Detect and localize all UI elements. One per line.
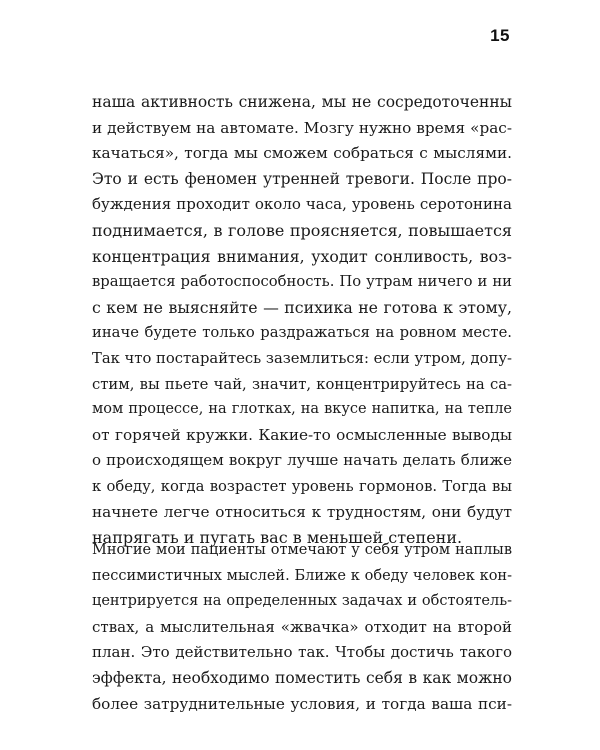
text-line: пессимистичных мыслей. Ближе к обеду человек кон- bbox=[92, 567, 512, 584]
text-line: напрягать и пугать вас в меньшей степени. bbox=[92, 528, 463, 548]
paragraph-1 bbox=[92, 90, 512, 551]
text-line: к обеду, когда возрастет уровень гормонов. Тогда вы bbox=[92, 477, 512, 495]
text-line: и действуем на автомате. Мозгу нужно время «рас- bbox=[92, 118, 512, 137]
text-line: концентрация внимания, уходит сонливость, воз- bbox=[92, 246, 512, 266]
text-line: от горячей кружки. Какие-то осмысленные выводы bbox=[92, 425, 512, 444]
text-line: стим, вы пьете чай, значит, концентрируйтесь на са- bbox=[92, 375, 512, 393]
text-line: буждения проходит около часа, уровень серотонина bbox=[92, 195, 512, 214]
text-line: начнете легче относиться к трудностям, они будут bbox=[92, 502, 512, 521]
text-line: качаться», тогда мы сможем собраться с мыслями. bbox=[92, 144, 512, 163]
text-line: Так что постарайтесь заземлиться: если утром, допу- bbox=[92, 349, 512, 367]
text-line: более затруднительные условия, и тогда ваша пси- bbox=[92, 694, 512, 713]
paragraph-2 bbox=[92, 538, 512, 717]
text-line: эффекта, необходимо поместить себя в как можно bbox=[92, 668, 512, 687]
text-line: иначе будете только раздражаться на ровном месте. bbox=[92, 324, 512, 342]
text-line: мом процессе, на глотках, на вкусе напитка, на тепле bbox=[92, 401, 512, 418]
text-line: центрируется на определенных задачах и обстоятель- bbox=[92, 593, 512, 610]
text-line: Это и есть феномен утренней тревоги. После про- bbox=[92, 169, 512, 188]
page-number: 15 bbox=[490, 26, 510, 45]
text-line: вращается работоспособность. По утрам ничего и ни bbox=[92, 273, 512, 291]
text-line: с кем не выясняйте — психика не готова к этому, bbox=[92, 297, 512, 317]
text-line: поднимается, в голове проясняется, повышается bbox=[92, 220, 512, 240]
text-line: план. Это действительно так. Чтобы достичь такого bbox=[92, 643, 512, 662]
text-line: ствах, а мыслительная «жвачка» отходит на второй bbox=[92, 617, 512, 636]
text-line: о происходящем вокруг лучше начать делать ближе bbox=[92, 451, 512, 470]
text-line: наша активность снижена, мы не сосредоточенны bbox=[92, 93, 512, 111]
text-line: Многие мои пациенты отмечают у себя утром наплыв bbox=[92, 542, 512, 558]
